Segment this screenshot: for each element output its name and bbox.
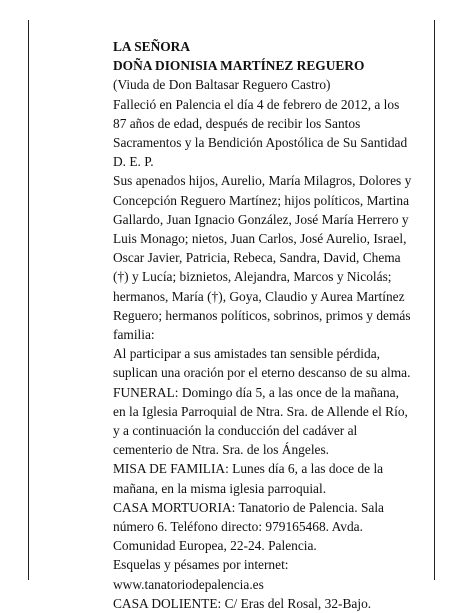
death-line: 87 años de edad, después de recibir los Santos bbox=[113, 115, 361, 131]
mortuary-line: CASA MORTUORIA: Tanatorio de Palencia. Sala bbox=[113, 499, 384, 515]
family-line: hermanos, María (†), Goya, Claudio y Aurea Martínez bbox=[113, 288, 405, 304]
death-line: Sacramentos y la Bendición Apostólica de Su Santidad bbox=[113, 135, 408, 151]
family-line: Gallardo, Juan Ignacio González, José María Herrero y bbox=[113, 211, 409, 227]
deceased-name: DOÑA DIONISIA MARTÍNEZ REGUERO bbox=[113, 58, 365, 74]
family-line: Concepción Reguero Martínez; hijos políticos, Martina bbox=[113, 192, 410, 208]
family-line: Reguero; hermanos políticos, sobrinos, primos y demás bbox=[113, 307, 411, 323]
funeral-line: y a continuación la conducción del cadáver al bbox=[113, 423, 358, 439]
mass-line: MISA DE FAMILIA: Lunes día 6, a las doce de la bbox=[113, 461, 384, 477]
family-line: Luis Monago; nietos, Juan Carlos, José Aurelio, Israel, bbox=[113, 231, 407, 247]
death-line: Falleció en Palencia el día 4 de febrero de 2012, a los bbox=[113, 96, 400, 112]
internet-line: Esquelas y pésames por internet: bbox=[113, 557, 289, 573]
widow-line: (Viuda de Don Baltasar Reguero Castro) bbox=[113, 77, 331, 93]
funeral-line: en la Iglesia Parroquial de Ntra. Sra. de Allende el Río, bbox=[113, 403, 408, 419]
family-line: familia: bbox=[113, 327, 155, 343]
obituary-notice bbox=[113, 37, 433, 613]
mortuary-line: número 6. Teléfono directo: 979165468. Avda. bbox=[113, 519, 363, 535]
mass-line: mañana, en la misma iglesia parroquial. bbox=[113, 480, 327, 496]
request-line: suplican una oración por el eterno descanso de su alma. bbox=[113, 365, 411, 381]
family-line: Oscar Javier, Patricia, Rebeca, Sandra, David, Chema bbox=[113, 250, 401, 266]
heading-title: LA SEÑORA bbox=[113, 39, 191, 54]
mortuary-line: Comunidad Europea, 22-24. Palencia. bbox=[113, 538, 317, 554]
family-line: (†) y Lucía; biznietos, Alejandra, Marcos y Nicolás; bbox=[113, 269, 392, 285]
mourning-house-line: CASA DOLIENTE: C/ Eras del Rosal, 32-Bajo. bbox=[113, 595, 372, 611]
death-line: D. E. P. bbox=[113, 154, 154, 170]
website-link[interactable]: www.tanatoriodepalencia.es bbox=[113, 576, 264, 592]
funeral-line: FUNERAL: Domingo día 5, a las once de la mañana, bbox=[113, 384, 399, 400]
funeral-line: cementerio de Ntra. Sra. de los Ángeles. bbox=[113, 442, 330, 458]
request-line: Al participar a sus amistades tan sensible pérdida, bbox=[113, 346, 380, 362]
family-line: Sus apenados hijos, Aurelio, María Milagros, Dolores y bbox=[113, 173, 412, 189]
